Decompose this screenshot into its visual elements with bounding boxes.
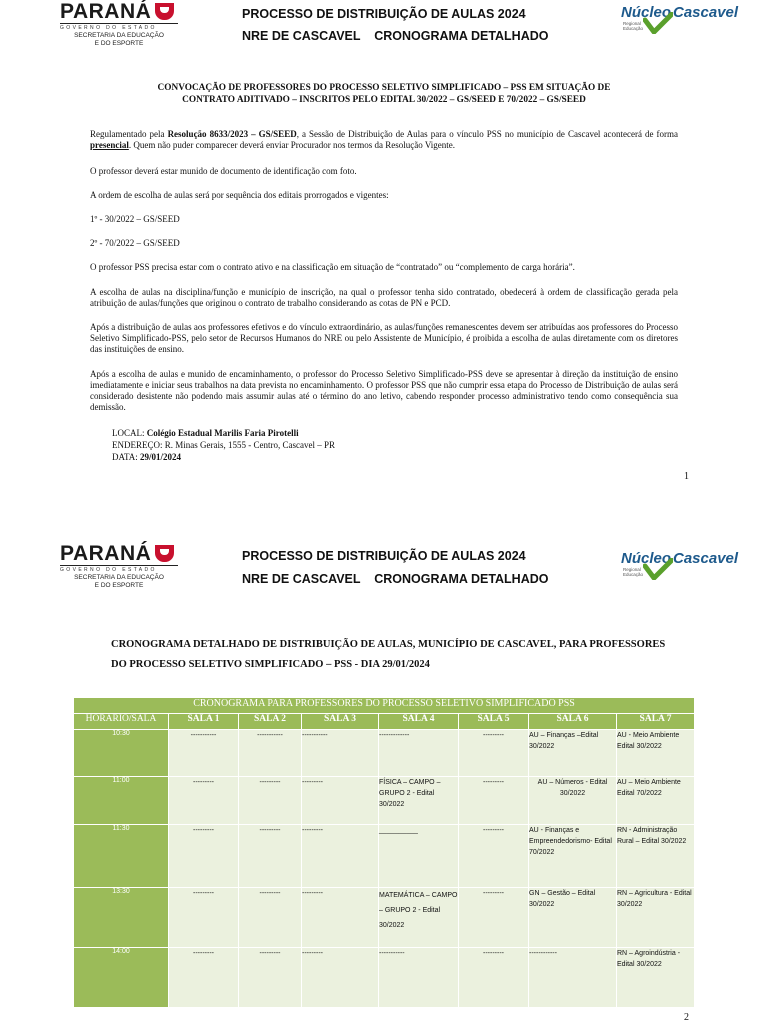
table-cell: AU – Finanças –Edital 30/2022 (529, 730, 617, 777)
table-cell: RN – Agricultura - Edital 30/2022 (617, 888, 695, 948)
table-row (74, 825, 695, 888)
time-cell: 14:00 (74, 948, 169, 1008)
time-cell: 13:30 (74, 888, 169, 948)
check-icon (643, 558, 673, 580)
parana-sec-line2: E DO ESPORTE (94, 40, 144, 47)
table-cell: RN - Administração Rural – Edital 30/2022 (617, 825, 695, 888)
table-row (74, 777, 695, 825)
column-header-sala-6: SALA 6 (529, 714, 617, 730)
table-cell: --------- (302, 888, 379, 948)
header-title-line2: NRE DE CASCAVEL CRONOGRAMA DETALHADO (242, 29, 549, 43)
column-header-sala-1: SALA 1 (169, 714, 239, 730)
nucleo-cascavel-logo (621, 546, 741, 580)
paragraph-obligations: Após a escolha de aulas e munido de encaminhamento, o professor do Processo Seletivo Simplificado-PSS deve se apresentar à direção da instituição de ensino imediatamente e iniciar seus trabalhos na data prevista no encaminhamento. O professor PSS que não cumprir essa etapa do Processo de Distribuição de aulas será considerado desistente não podendo mais assumir aulas até o término do ano letivo, cabendo responder processo administrativo tendo como consequência sua demissão. (90, 369, 678, 412)
document-title: CONVOCAÇÃO DE PROFESSORES DO PROCESSO SELETIVO SIMPLIFICADO – PSS EM SITUAÇÃO DE CONTRATO ADITIVADO – INSCRITOS PELO EDITAL 30/2022 – GS/SEED E 70/2022 – GS/SEED (157, 83, 611, 105)
schedule-title-line2: DO PROCESSO SELETIVO SIMPLIFICADO – PSS - DIA 29/01/2024 (111, 659, 430, 670)
table-row (74, 888, 695, 948)
table-cell: --------- (239, 777, 302, 825)
table-cell: --------- (169, 948, 239, 1008)
table-cell: RN – Agroindústria - Edital 30/2022 (617, 948, 695, 1008)
local-line: LOCAL: Colégio Estadual Marilis Faria Pirotelli (112, 428, 299, 438)
page-number-1: 1 (684, 471, 689, 482)
table-cell: AU - Finanças e Empreendedorismo- Edital 70/2022 (529, 825, 617, 888)
table-cell: --------- (302, 777, 379, 825)
table-cell: ----------- (169, 730, 239, 777)
time-cell: 11:00 (74, 777, 169, 825)
time-cell: 11:30 (74, 825, 169, 888)
table-cell: GN – Gestão – Edital 30/2022 (529, 888, 617, 948)
parana-sec-line1: SECRETARIA DA EDUCAÇÃO (74, 32, 164, 39)
paragraph-distribution: Após a distribuição de aulas aos professores efetivos e do vínculo extraordinário, as aulas/funções remanescentes devem ser atribuídas aos professores do Processo Seletivo Simplificado-PSS, pelo setor de Recursos Humanos do NRE ou pelo Assistente de Município, é proibida a escolha de aulas diretamente com os diretores das instituições de ensino. (90, 322, 678, 354)
header-title-line1: PROCESSO DE DISTRIBUIÇÃO DE AULAS 2024 (242, 7, 526, 21)
header-title-line1: PROCESSO DE DISTRIBUIÇÃO DE AULAS 2024 (242, 549, 526, 563)
page-number-2: 2 (684, 1012, 689, 1023)
parana-sec-line1: SECRETARIA DA EDUCAÇÃO (74, 574, 164, 581)
time-cell: 10:30 (74, 730, 169, 777)
table-cell: --------- (239, 948, 302, 1008)
nucleo-logo-word1: Núcleo (621, 550, 672, 567)
parana-logo-text: PARANÁ (60, 0, 152, 23)
paragraph-id-document: O professor deverá estar munido de documento de identificação com foto. (90, 166, 357, 176)
table-cell: AU – Números - Edital 30/2022 (529, 777, 617, 825)
parana-shield-icon (155, 545, 174, 562)
table-cell: ------------- (379, 730, 459, 777)
table-cell: --------- (459, 888, 529, 948)
table-cell: --------- (302, 825, 379, 888)
paragraph-order: A ordem de escolha de aulas será por sequência dos editais prorrogados e vigentes: (90, 190, 389, 200)
table-cell: --------- (239, 888, 302, 948)
table-cell: --------- (302, 948, 379, 1008)
table-row (74, 948, 695, 1008)
table-row (74, 730, 695, 777)
nucleo-logo-word2: Cascavel (673, 550, 739, 567)
paragraph-contract: O professor PSS precisa estar com o contrato ativo e na classificação em situação de “contratado” ou “complemento de carga horária”. (90, 262, 575, 272)
table-cell: --------- (169, 888, 239, 948)
nucleo-logo-word1: Núcleo (621, 4, 672, 21)
column-header-horario: HORARIO/SALA (74, 714, 169, 730)
nucleo-logo-word2: Cascavel (673, 4, 739, 21)
parana-gov-text: GOVERNO DO ESTADO (60, 23, 178, 31)
column-header-sala-2: SALA 2 (239, 714, 302, 730)
paragraph-classification: A escolha de aulas na disciplina/função e município de inscrição, na qual o professor tenha sido contratado, obedecerá à ordem de classificação gerada pela atribuição de aulas/funções que originou o contrato de trabalho considerando as cotas de PN e PCD. (90, 287, 678, 308)
column-header-sala-7: SALA 7 (617, 714, 695, 730)
table-cell: --------- (169, 777, 239, 825)
table-cell: MATEMÁTICA – CAMPO – GRUPO 2 - Edital 30/2022 (379, 888, 459, 948)
paragraph-edital-1: 1º - 30/2022 – GS/SEED (90, 214, 180, 224)
header-title-line2: NRE DE CASCAVEL CRONOGRAMA DETALHADO (242, 572, 549, 586)
table-cell: ----------- (239, 730, 302, 777)
table-cell: FÍSICA – CAMPO – GRUPO 2 - Edital 30/2022 (379, 777, 459, 825)
schedule-table (73, 697, 695, 1008)
schedule-title-line1: CRONOGRAMA DETALHADO DE DISTRIBUIÇÃO DE AULAS, MUNICÍPIO DE CASCAVEL, PARA PROFESSORES (111, 639, 666, 650)
column-header-sala-5: SALA 5 (459, 714, 529, 730)
parana-sec-line2: E DO ESPORTE (94, 582, 144, 589)
parana-logo-text: PARANÁ (60, 542, 152, 565)
parana-gov-text: GOVERNO DO ESTADO (60, 565, 178, 573)
table-cell: --------- (169, 825, 239, 888)
parana-logo (60, 543, 185, 589)
date-line: DATA: 29/01/2024 (112, 452, 182, 462)
table-cell: --------- (459, 948, 529, 1008)
table-cell: --------- (459, 730, 529, 777)
column-header-sala-4: SALA 4 (379, 714, 459, 730)
nucleo-logo-sub: Regional Educação (623, 567, 644, 577)
table-caption: CRONOGRAMA PARA PROFESSORES DO PROCESSO SELETIVO SIMPLIFICADO PSS (74, 698, 695, 714)
paragraph-regulation: Regulamentado pela Resolução 8633/2023 – GS/SEED, a Sessão de Distribuição de Aulas para o vínculo PSS no município de Cascavel acontecerá de forma presencial. Quem não puder comparecer deverá enviar Procurador nos termos da Resolução Vigente. (90, 129, 679, 150)
table-cell: AU – Meio Ambiente Edital 70/2022 (617, 777, 695, 825)
paragraph-edital-2: 2º - 70/2022 – GS/SEED (90, 238, 180, 248)
nucleo-logo-sub: Regional Educação (623, 21, 644, 31)
column-header-sala-3: SALA 3 (302, 714, 379, 730)
table-cell: --------- (239, 825, 302, 888)
page-header-2 (0, 540, 768, 600)
table-cell: __________ (379, 825, 459, 888)
table-cell: --------- (459, 825, 529, 888)
table-cell: ----------- (302, 730, 379, 777)
table-cell: ------------ (529, 948, 617, 1008)
address-line: ENDEREÇO: R. Minas Gerais, 1555 - Centro, Cascavel – PR (112, 440, 335, 450)
table-cell: AU - Meio Ambiente Edital 30/2022 (617, 730, 695, 777)
table-cell: --------- (459, 777, 529, 825)
table-cell: ----------- (379, 948, 459, 1008)
